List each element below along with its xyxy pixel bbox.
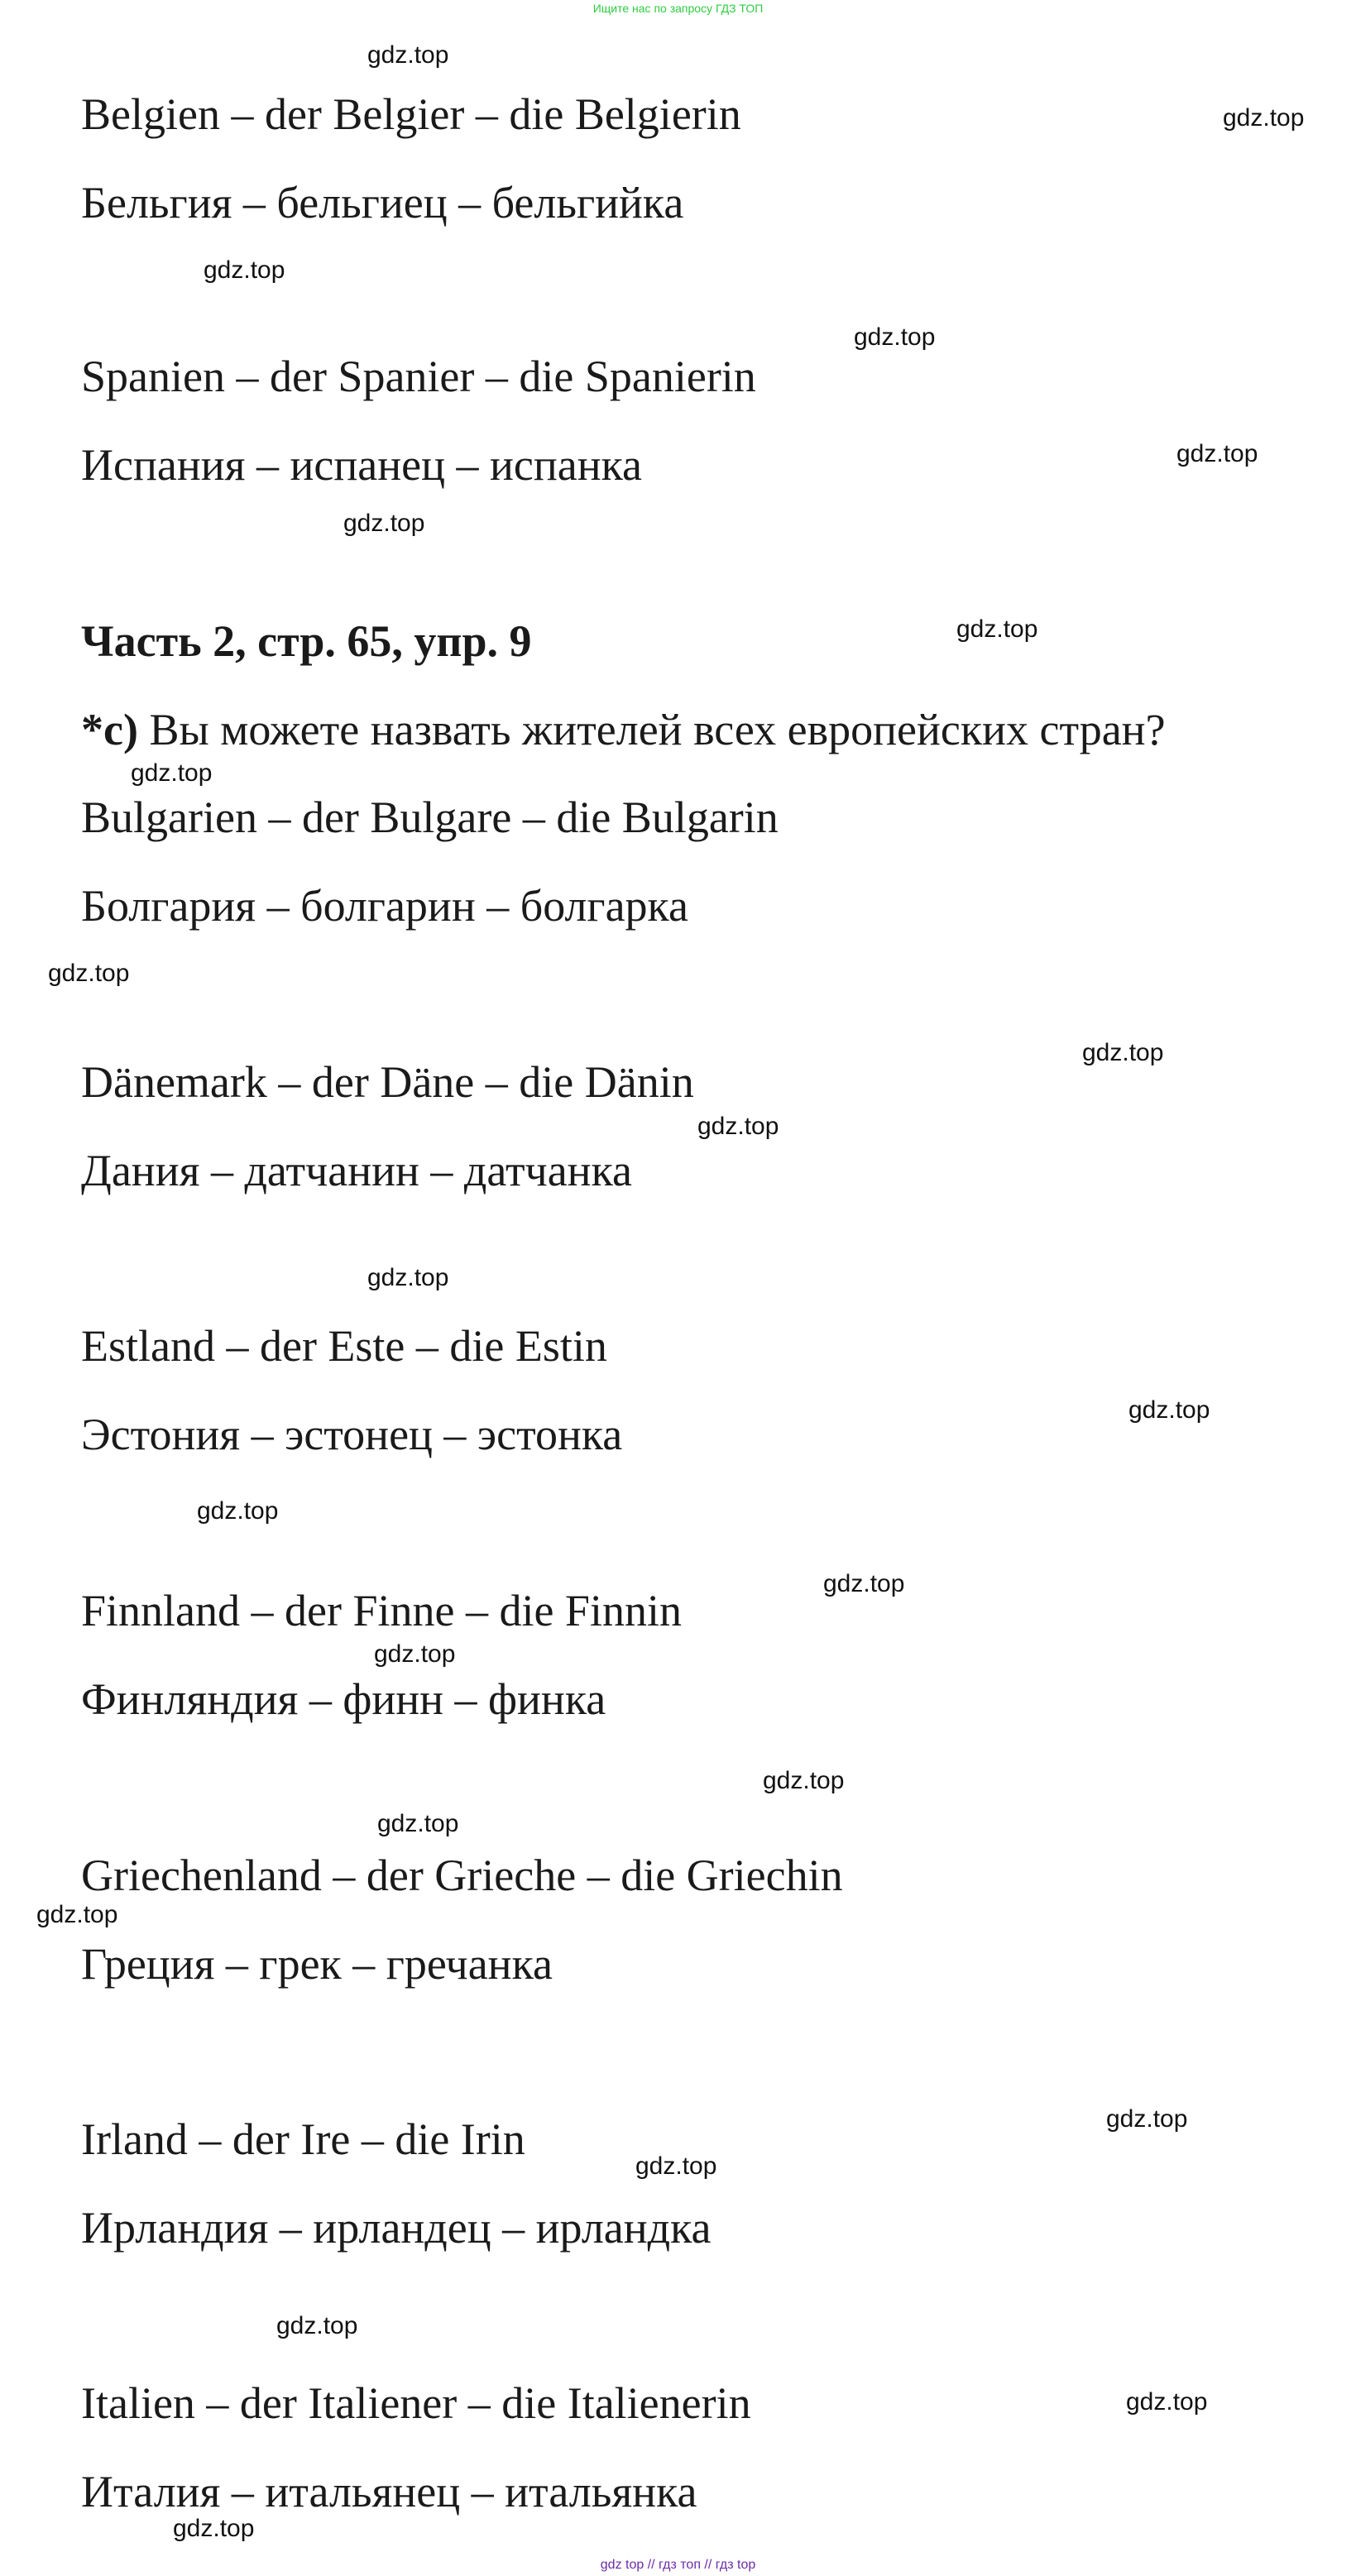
watermark: gdz.top: [276, 2312, 358, 2339]
watermark: gdz.top: [697, 1113, 779, 1140]
entry-spanien-de: Spanien – der Spanier – die Spanierin: [81, 352, 756, 401]
footer: gdz top // гдз топ // гдз top: [600, 2558, 756, 2572]
entry-bulgarien-ru: Болгария – болгарин – болгарка: [81, 881, 688, 931]
entry-italien-ru: Италия – итальянец – итальянка: [81, 2467, 697, 2516]
watermark: gdz.top: [854, 323, 936, 351]
entry-estland-ru: Эстония – эстонец – эстонка: [81, 1410, 623, 1459]
watermark: gdz.top: [131, 759, 213, 787]
watermark: gdz.top: [1126, 2388, 1208, 2416]
entry-spanien-ru: Испания – испанец – испанка: [81, 440, 642, 490]
watermark: gdz.top: [1082, 1039, 1164, 1066]
watermark: gdz.top: [1106, 2105, 1188, 2133]
watermark: gdz.top: [173, 2515, 255, 2542]
entry-daenemark-de: Dänemark – der Däne – die Dänin: [81, 1057, 694, 1107]
watermark: gdz.top: [374, 1640, 456, 1668]
entry-griechenland-de: Griechenland – der Grieche – die Griechin: [81, 1851, 843, 1900]
watermark: gdz.top: [956, 615, 1038, 643]
watermark: gdz.top: [763, 1767, 845, 1794]
question: [81, 705, 1166, 754]
question-label: *c): [81, 705, 138, 754]
entry-griechenland-ru: Греция – грек – гречанка: [81, 1939, 553, 1989]
entry-irland-ru: Ирландия – ирландец – ирландка: [81, 2203, 712, 2253]
entry-belgien-de: Belgien – der Belgier – die Belgierin: [81, 89, 741, 139]
entry-finnland-ru: Финляндия – финн – финка: [81, 1674, 606, 1724]
watermark: gdz.top: [1128, 1396, 1210, 1424]
entry-daenemark-ru: Дания – датчанин – датчанка: [81, 1146, 632, 1195]
question-text: Вы можете назвать жителей всех европейских стран?: [137, 705, 1166, 754]
top-banner: Ищите нас по запросу ГДЗ ТОП: [592, 2, 764, 15]
entry-italien-de: Italien – der Italiener – die Italienerin: [81, 2378, 751, 2428]
watermark: gdz.top: [377, 1810, 459, 1837]
entry-irland-de: Irland – der Ire – die Irin: [81, 2114, 525, 2164]
watermark: gdz.top: [204, 256, 285, 284]
watermark: gdz.top: [48, 960, 130, 987]
entry-bulgarien-de: Bulgarien – der Bulgare – die Bulgarin: [81, 792, 779, 842]
watermark: gdz.top: [635, 2152, 717, 2180]
section-heading: Часть 2, стр. 65, упр. 9: [81, 616, 532, 666]
watermark: gdz.top: [36, 1901, 118, 1928]
watermark: gdz.top: [343, 510, 425, 537]
entry-finnland-de: Finnland – der Finne – die Finnin: [81, 1586, 682, 1635]
watermark: gdz.top: [367, 41, 449, 69]
watermark: gdz.top: [1223, 104, 1305, 132]
entry-belgien-ru: Бельгия – бельгиец – бельгийка: [81, 178, 684, 227]
watermark: gdz.top: [823, 1570, 905, 1597]
watermark: gdz.top: [1176, 440, 1258, 467]
watermark: gdz.top: [367, 1264, 449, 1291]
watermark: gdz.top: [197, 1497, 279, 1525]
entry-estland-de: Estland – der Este – die Estin: [81, 1321, 607, 1371]
